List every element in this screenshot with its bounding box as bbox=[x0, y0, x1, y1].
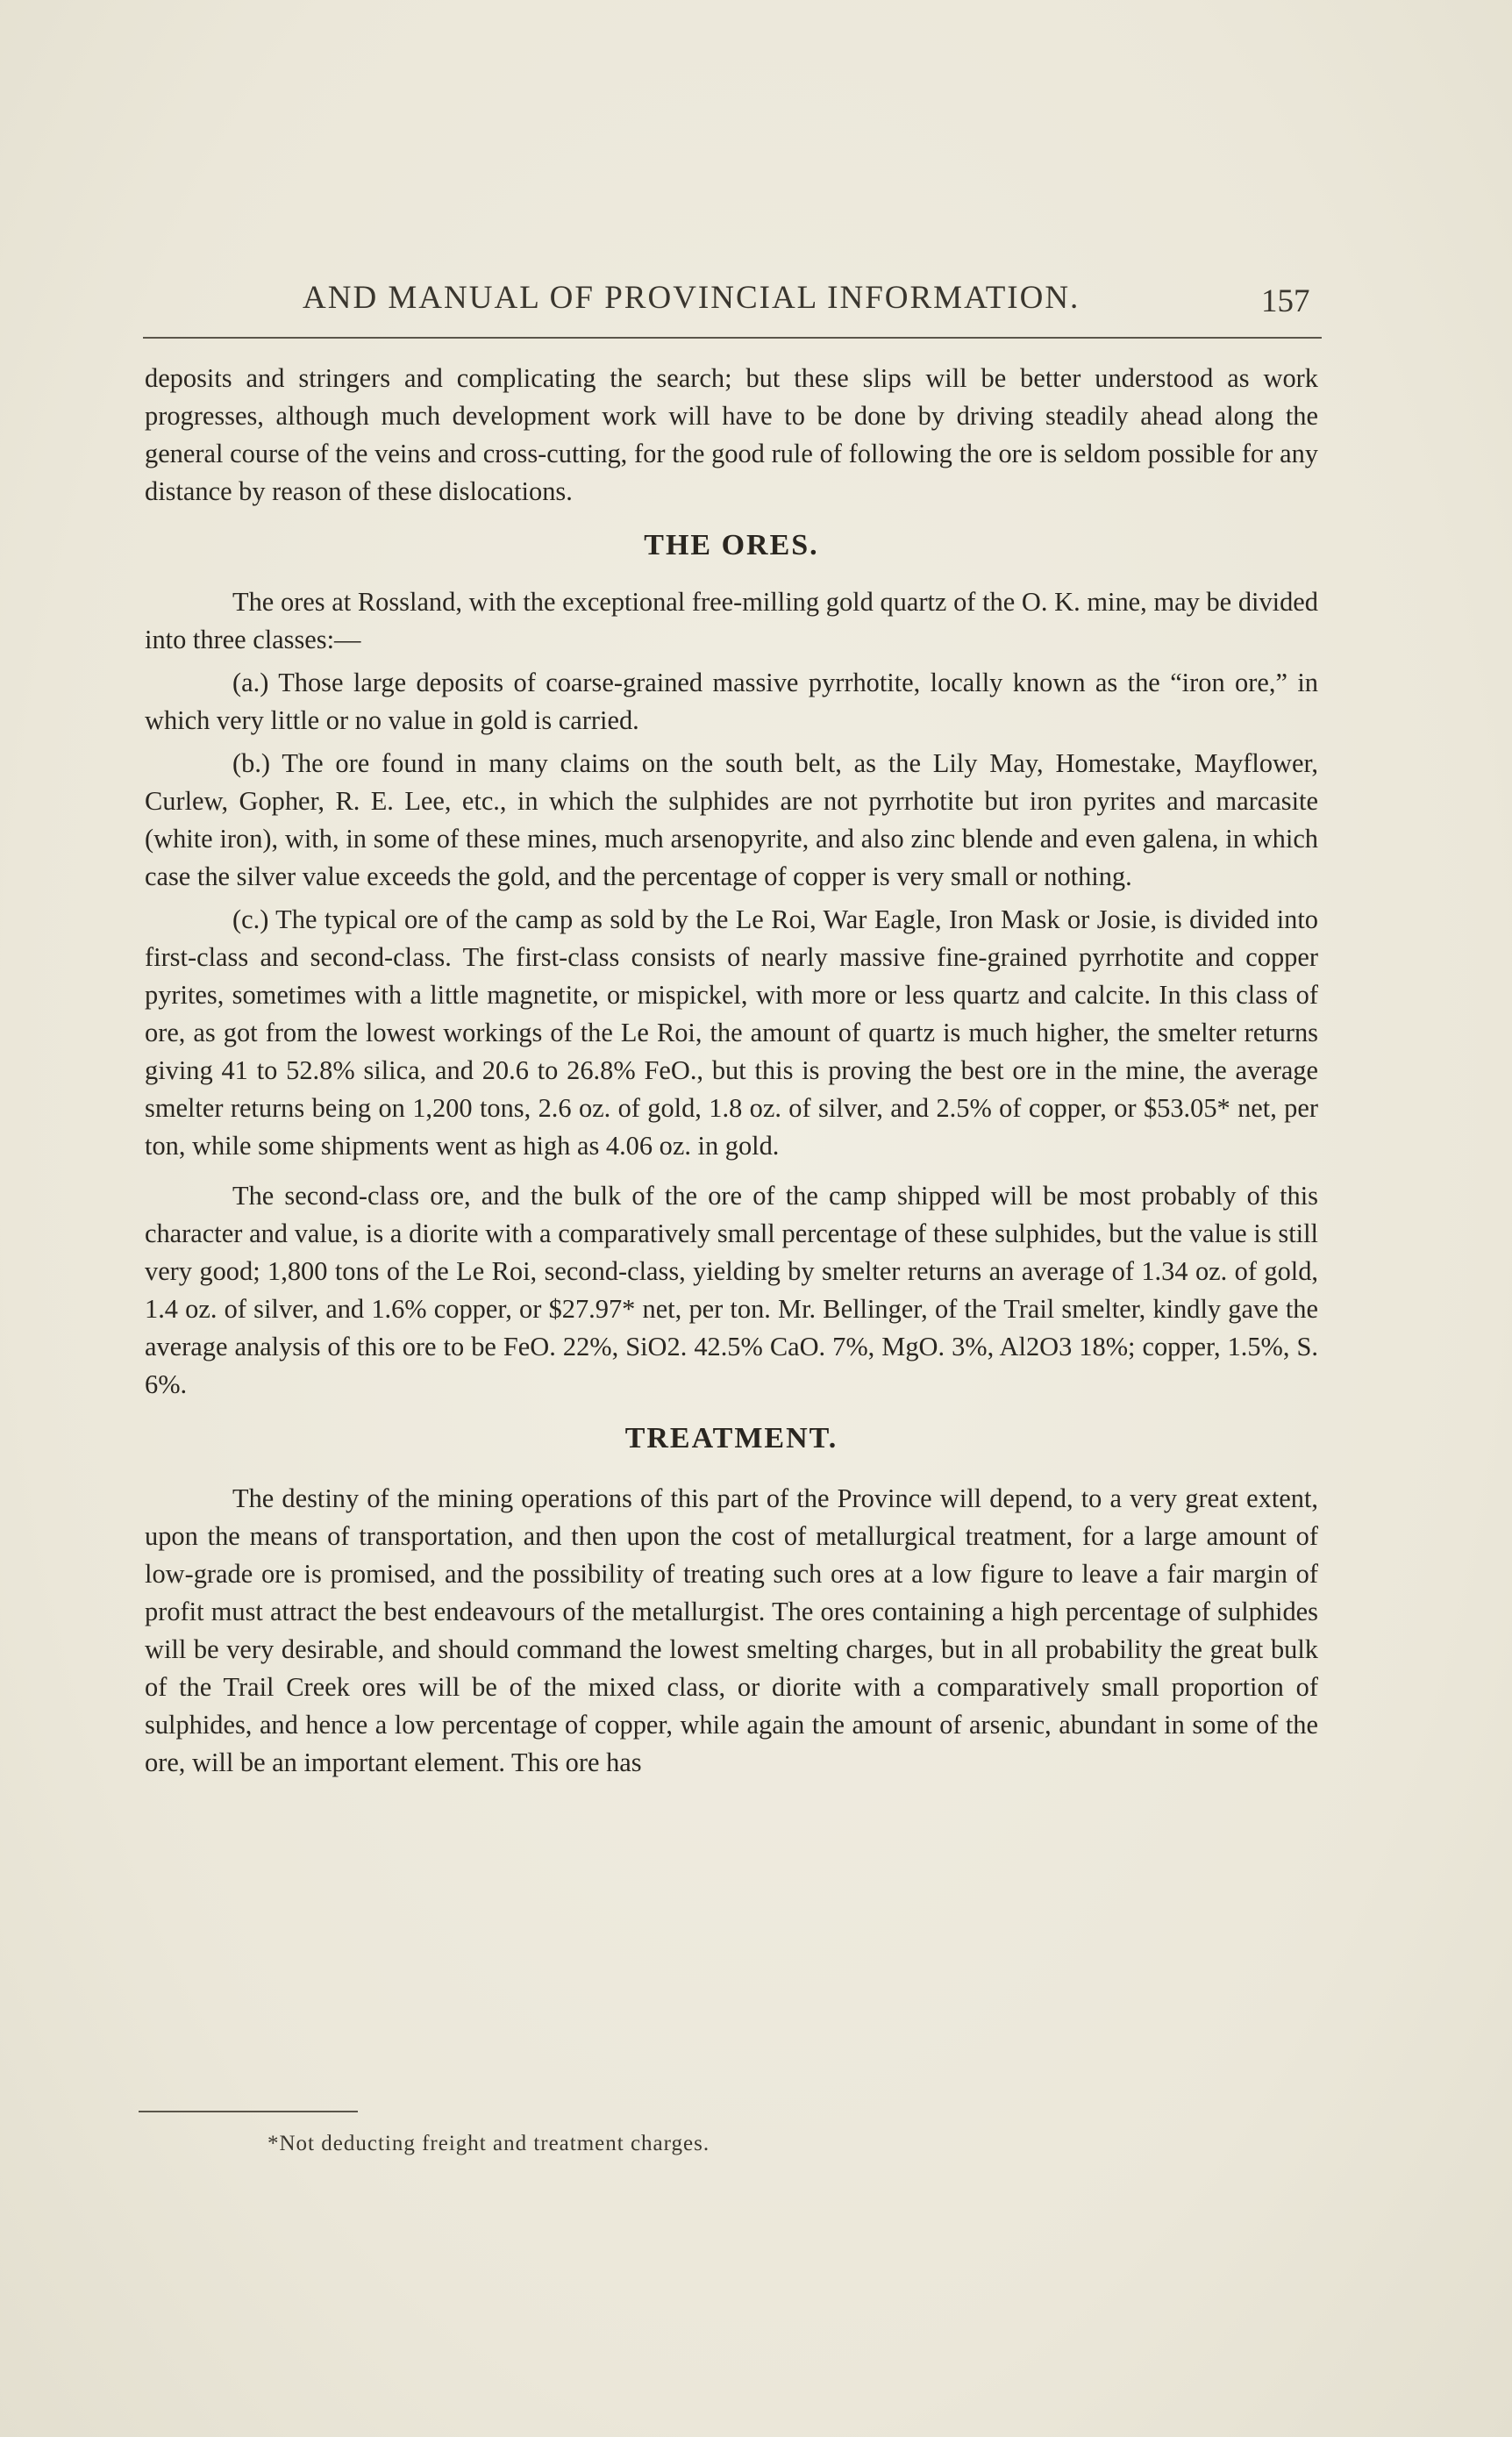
paragraph-second-class: The second-class ore, and the bulk of the ore of the camp shipped will be most probably of this character and value, is a diorite with a comparatively small percentage of these sulphides, but the value is still very good; 1,800 tons of the Le Roi, second-class, yielding by smelter returns an average of 1.34 oz. of gold, 1.4 oz. of silver, and 1.6% copper, or $27.97* net, per ton. Mr. Bellinger, of the Trail smelter, kindly gave the average analysis of this ore to be FeO. 22%, SiO2. 42.5% CaO. 7%, MgO. 3%, Al2O3 18%; copper, 1.5%, S. 6%. bbox=[145, 1181, 1318, 1399]
section-heading-treatment: TREATMENT. bbox=[624, 1422, 838, 1454]
paragraph-class-a: (a.) Those large deposits of coarse-grained massive pyrrhotite, locally known as the “iron ore,” in which very little or no value in gold is carried. bbox=[145, 668, 1318, 735]
body-text bbox=[145, 360, 1318, 1782]
header-rule bbox=[143, 337, 1322, 339]
paragraph-treatment: The destiny of the mining operations of this part of the Province will depend, to a very great extent, upon the means of transportation, and then upon the cost of metallurgical treatment, for a large amount of low-grade ore is promised, and the possibility of treating such ores at a low figure to leave a fair margin of profit must attract the best endeavours of the metallurgist. The ores containing a high percentage of sulphides will be very desirable, and should command the lowest smelting charges, but in all probability the great bulk of the Trail Creek ores will be of the mixed class, or diorite with a comparatively small proportion of sulphides, and hence a low percentage of copper, while again the amount of arsenic, abundant in some of the ore, will be an important element. This ore has bbox=[145, 1483, 1318, 1777]
paragraph-continuation: deposits and stringers and complicating the search; but these slips will be better understood as work progresses, although much development work will have to be done by driving steadily ahead along the general course of the veins and cross-cutting, for the good rule of following the ore is seldom possible for any distance by reason of these dislocations. bbox=[145, 363, 1318, 506]
page-number: 157 bbox=[1261, 283, 1310, 319]
paragraph-ores-intro: The ores at Rossland, with the exceptional free-milling gold quartz of the O. K. mine, may be divided into three classes:— bbox=[145, 587, 1318, 654]
section-heading-the-ores: THE ORES. bbox=[644, 529, 819, 561]
paragraph-class-c: (c.) The typical ore of the camp as sold by the Le Roi, War Eagle, Iron Mask or Josie, is divided into first-class and second-class. The first-class consists of nearly massive fine-grained pyrrhotite and copper pyrites, sometimes with a little magnetite, or mispickel, with more or less quartz and calcite. In this class of ore, as got from the lowest workings of the Le Roi, the amount of quartz is much higher, the smelter returns giving 41 to 52.8% silica, and 20.6 to 26.8% FeO., but this is proving the best ore in the mine, the average smelter returns being on 1,200 tons, 2.6 oz. of gold, 1.8 oz. of silver, and 2.5% of copper, or $53.05* net, per ton, while some shipments went as high as 4.06 oz. in gold. bbox=[145, 904, 1318, 1161]
footnote: *Not deducting freight and treatment charges. bbox=[267, 2132, 710, 2155]
running-head: AND MANUAL OF PROVINCIAL INFORMATION. bbox=[303, 280, 1081, 316]
paragraph-class-b: (b.) The ore found in many claims on the south belt, as the Lily May, Homestake, Mayflower, Curlew, Gopher, R. E. Lee, etc., in which the sulphides are not pyrrhotite but iron pyrites and marcasite (white iron), with, in some of these mines, much arsenopyrite, and also zinc blende and even galena, in which case the silver value exceeds the gold, and the percentage of copper is very small or nothing. bbox=[145, 748, 1318, 891]
footnote-rule bbox=[139, 2111, 358, 2112]
